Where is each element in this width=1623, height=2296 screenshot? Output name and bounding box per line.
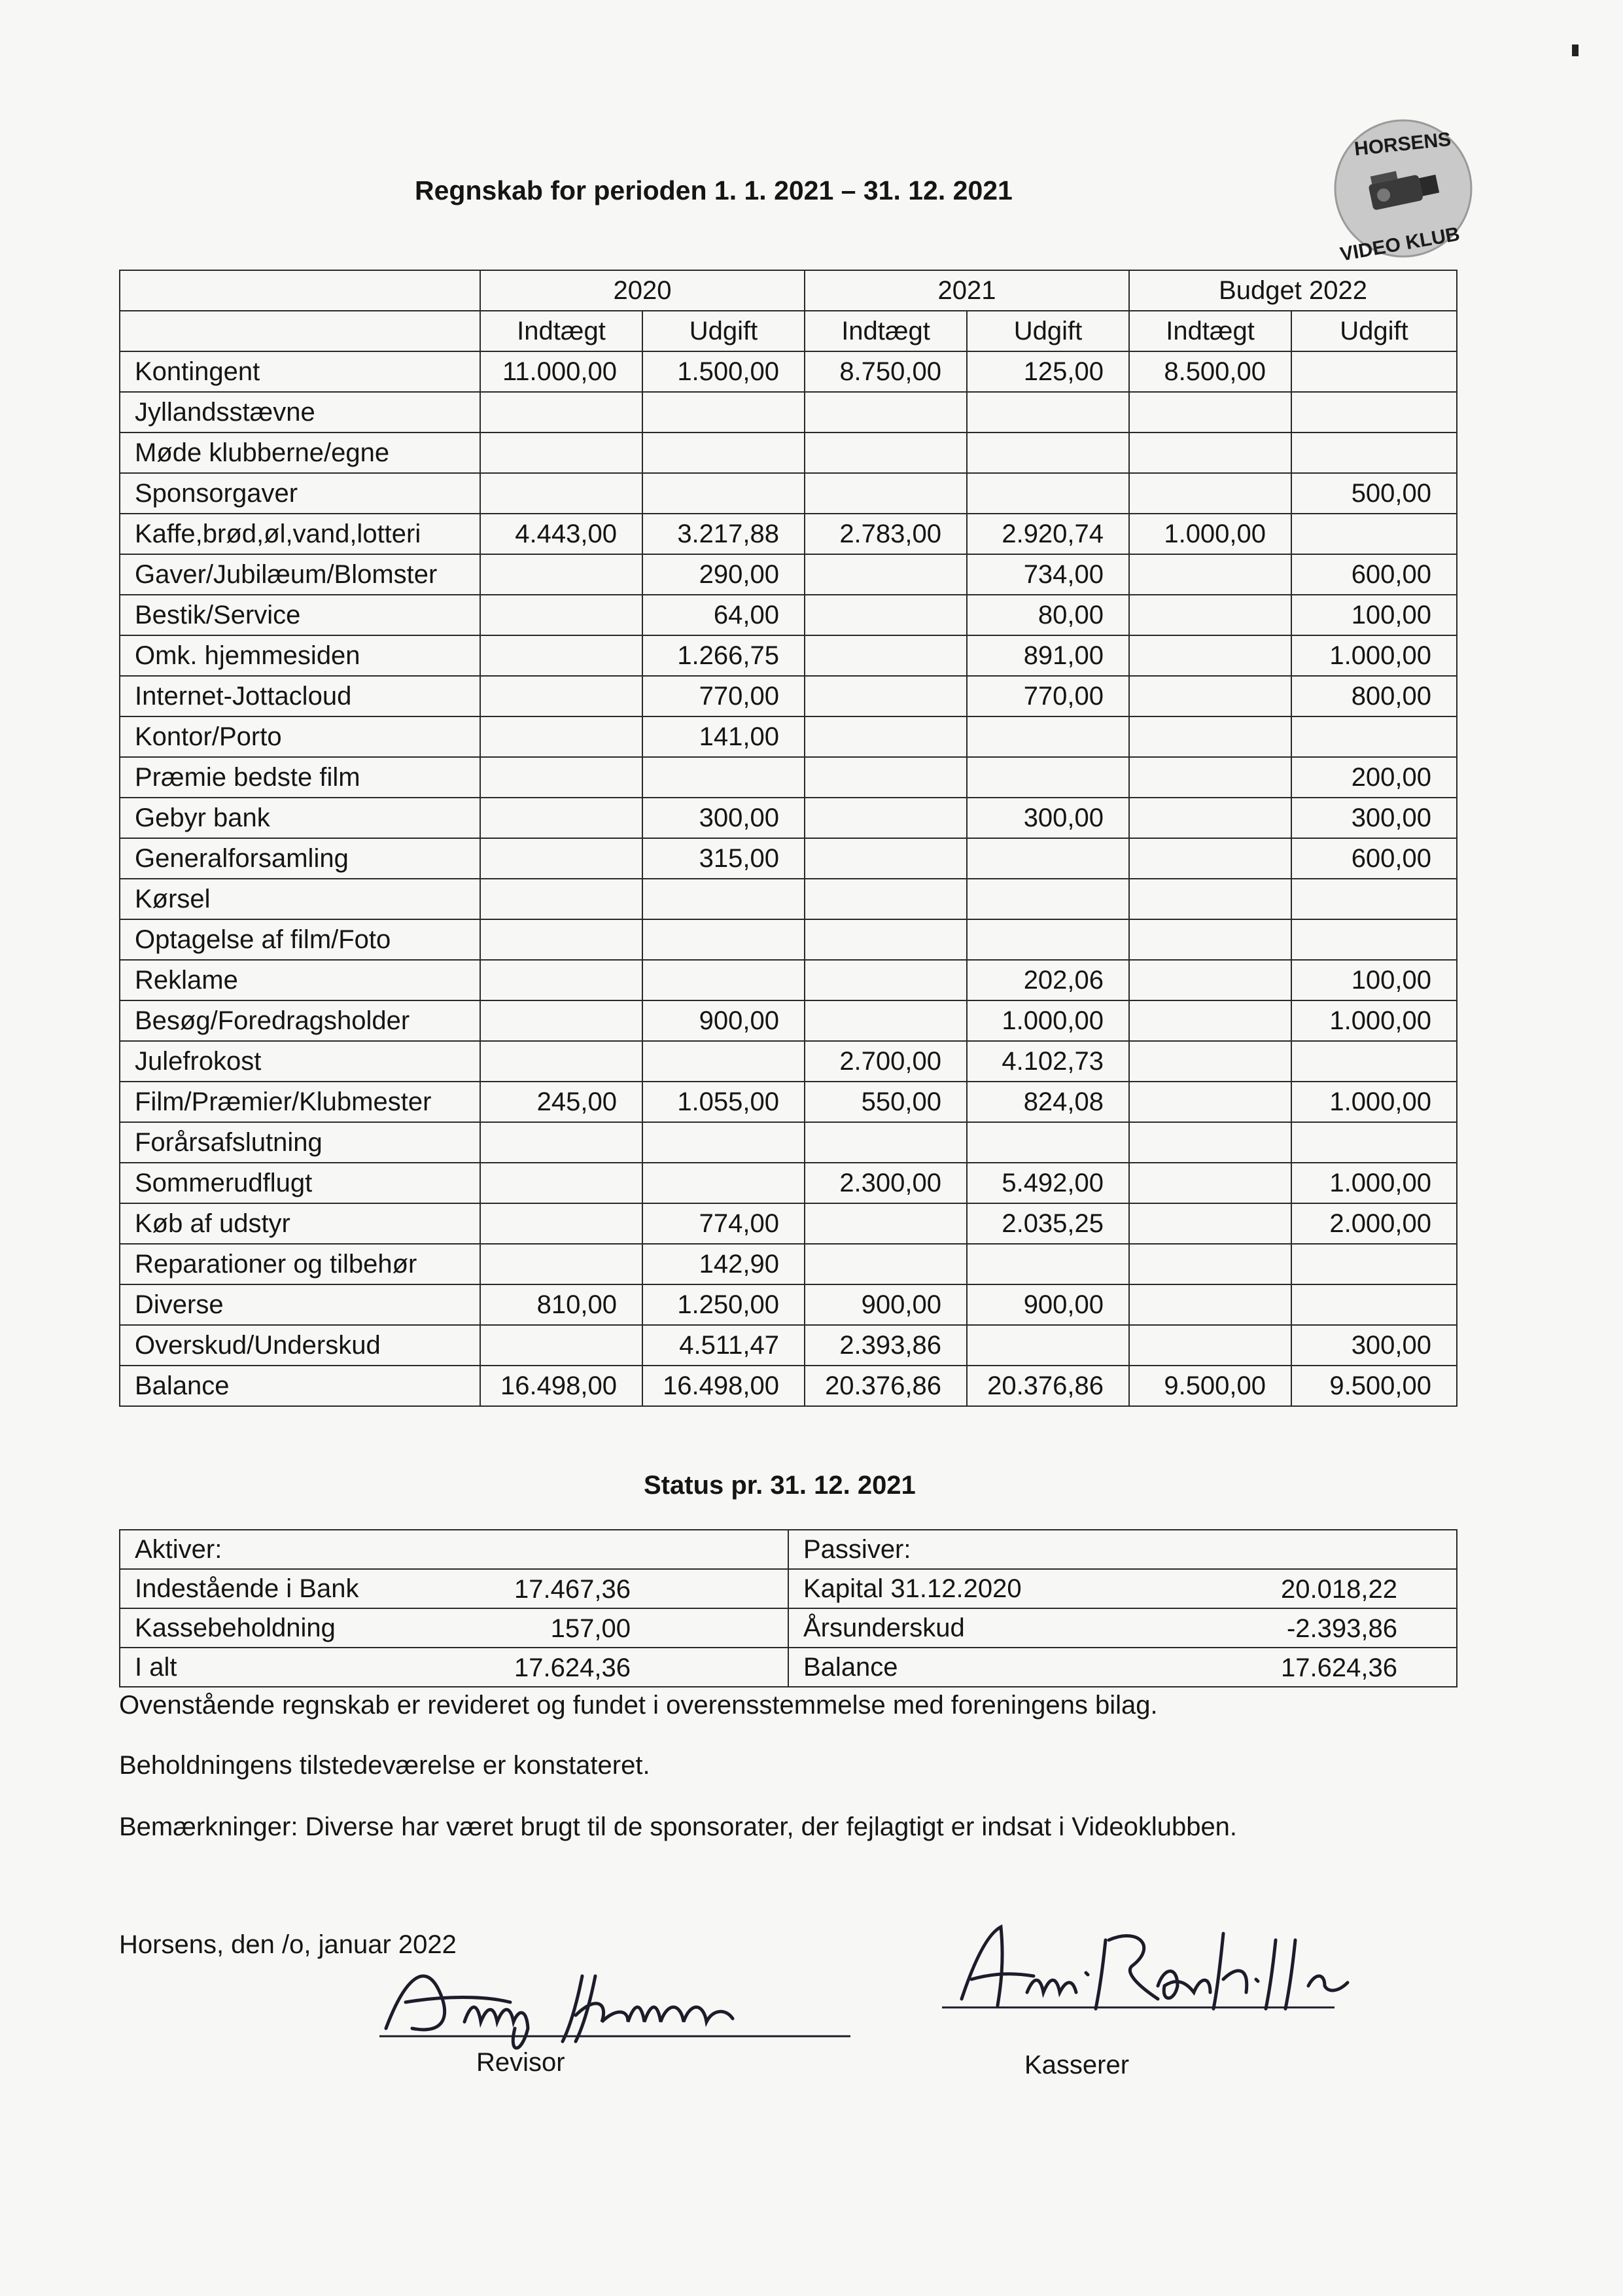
row-label: Præmie bedste film	[120, 757, 480, 798]
row-label: Reklame	[120, 960, 480, 1000]
liability-value: 20.018,22	[1281, 1575, 1397, 1604]
value-cell	[642, 433, 805, 473]
row-label: Generalforsamling	[120, 838, 480, 879]
table-row	[120, 1244, 1457, 1284]
value-cell	[805, 676, 967, 716]
value-cell: 2.783,00	[805, 514, 967, 554]
value-cell	[1129, 1284, 1291, 1325]
value-cell: 202,06	[967, 960, 1129, 1000]
liability-label: Årsunderskud	[803, 1613, 965, 1642]
value-cell	[642, 960, 805, 1000]
row-label: Kontor/Porto	[120, 716, 480, 757]
row-label: Film/Præmier/Klubmester	[120, 1082, 480, 1122]
value-cell	[642, 919, 805, 960]
status-row	[120, 1608, 1457, 1648]
column-header: Indtægt	[805, 311, 967, 351]
group-header: Budget 2022	[1129, 270, 1457, 311]
value-cell: 600,00	[1291, 554, 1457, 595]
row-label: Jyllandsstævne	[120, 392, 480, 433]
table-row	[120, 716, 1457, 757]
value-cell: 3.217,88	[642, 514, 805, 554]
value-cell	[805, 838, 967, 879]
value-cell: 16.498,00	[480, 1366, 642, 1406]
value-cell: 1.000,00	[1291, 1000, 1457, 1041]
value-cell	[805, 960, 967, 1000]
table-row	[120, 798, 1457, 838]
value-cell	[480, 392, 642, 433]
value-cell	[1129, 1244, 1291, 1284]
value-cell	[967, 392, 1129, 433]
value-cell: 1.055,00	[642, 1082, 805, 1122]
value-cell: 290,00	[642, 554, 805, 595]
liability-value: -2.393,86	[1286, 1614, 1397, 1643]
kasserer-label: Kasserer	[1024, 2051, 1130, 2079]
value-cell	[480, 1000, 642, 1041]
corner-cell	[120, 311, 480, 351]
value-cell: 300,00	[1291, 1325, 1457, 1366]
value-cell: 20.376,86	[805, 1366, 967, 1406]
table-row	[120, 1041, 1457, 1082]
value-cell	[1291, 1122, 1457, 1163]
row-label: Reparationer og tilbehør	[120, 1244, 480, 1284]
value-cell: 300,00	[642, 798, 805, 838]
value-cell	[805, 716, 967, 757]
revisor-label: Revisor	[476, 2048, 565, 2077]
value-cell: 100,00	[1291, 595, 1457, 635]
asset-value: 17.467,36	[514, 1575, 631, 1604]
asset-cell	[120, 1648, 788, 1687]
row-label: Køb af udstyr	[120, 1203, 480, 1244]
value-cell	[805, 595, 967, 635]
assets-header: Aktiver:	[120, 1530, 788, 1569]
value-cell: 11.000,00	[480, 351, 642, 392]
value-cell	[642, 1122, 805, 1163]
value-cell	[480, 1203, 642, 1244]
value-cell	[1291, 919, 1457, 960]
scan-mark	[1572, 44, 1579, 56]
value-cell: 9.500,00	[1291, 1366, 1457, 1406]
value-cell: 2.920,74	[967, 514, 1129, 554]
row-label: Omk. hjemmesiden	[120, 635, 480, 676]
value-cell: 100,00	[1291, 960, 1457, 1000]
value-cell	[1129, 635, 1291, 676]
value-cell: 1.000,00	[1291, 635, 1457, 676]
value-cell	[1291, 1284, 1457, 1325]
value-cell	[1129, 838, 1291, 879]
value-cell	[642, 1041, 805, 1082]
value-cell	[1291, 351, 1457, 392]
value-cell	[1129, 1041, 1291, 1082]
row-label: Forårsafslutning	[120, 1122, 480, 1163]
value-cell: 600,00	[1291, 838, 1457, 879]
row-label: Julefrokost	[120, 1041, 480, 1082]
liability-cell	[788, 1608, 1457, 1648]
value-cell: 900,00	[805, 1284, 967, 1325]
row-label: Overskud/Underskud	[120, 1325, 480, 1366]
value-cell: 300,00	[967, 798, 1129, 838]
asset-value: 157,00	[550, 1614, 631, 1643]
row-label: Gebyr bank	[120, 798, 480, 838]
value-cell: 1.000,00	[967, 1000, 1129, 1041]
row-label: Optagelse af film/Foto	[120, 919, 480, 960]
value-cell	[967, 838, 1129, 879]
value-cell	[805, 757, 967, 798]
table-row	[120, 919, 1457, 960]
table-row	[120, 1082, 1457, 1122]
value-cell	[1129, 1082, 1291, 1122]
value-cell	[805, 473, 967, 514]
value-cell	[805, 798, 967, 838]
value-cell: 16.498,00	[642, 1366, 805, 1406]
row-label: Møde klubberne/egne	[120, 433, 480, 473]
table-row	[120, 1163, 1457, 1203]
table-row	[120, 838, 1457, 879]
value-cell	[1291, 879, 1457, 919]
value-cell	[480, 554, 642, 595]
value-cell	[1291, 392, 1457, 433]
value-cell: 2.300,00	[805, 1163, 967, 1203]
table-row	[120, 1203, 1457, 1244]
table-row	[120, 1325, 1457, 1366]
value-cell: 810,00	[480, 1284, 642, 1325]
value-cell: 8.500,00	[1129, 351, 1291, 392]
value-cell	[1129, 879, 1291, 919]
value-cell	[967, 433, 1129, 473]
logo-top-text: HORSENS	[1353, 128, 1452, 160]
table-row	[120, 392, 1457, 433]
value-cell: 2.393,86	[805, 1325, 967, 1366]
asset-label: Indestående i Bank	[135, 1574, 359, 1603]
table-row	[120, 595, 1457, 635]
value-cell: 141,00	[642, 716, 805, 757]
column-header: Indtægt	[1129, 311, 1291, 351]
column-header: Udgift	[642, 311, 805, 351]
value-cell	[480, 919, 642, 960]
value-cell	[967, 473, 1129, 514]
liability-value: 17.624,36	[1281, 1653, 1397, 1682]
value-cell	[1129, 676, 1291, 716]
value-cell: 142,90	[642, 1244, 805, 1284]
row-label: Kontingent	[120, 351, 480, 392]
value-cell	[480, 1041, 642, 1082]
value-cell: 5.492,00	[967, 1163, 1129, 1203]
value-cell: 1.266,75	[642, 635, 805, 676]
value-cell	[805, 1244, 967, 1284]
value-cell	[805, 635, 967, 676]
value-cell: 1.000,00	[1129, 514, 1291, 554]
table-row	[120, 351, 1457, 392]
value-cell	[1129, 595, 1291, 635]
table-row	[120, 879, 1457, 919]
revisor-signature	[366, 1950, 864, 2055]
row-label: Kaffe,brød,øl,vand,lotteri	[120, 514, 480, 554]
value-cell	[480, 716, 642, 757]
value-cell: 2.000,00	[1291, 1203, 1457, 1244]
asset-label: Kassebeholdning	[135, 1613, 336, 1642]
value-cell: 891,00	[967, 635, 1129, 676]
value-cell	[967, 919, 1129, 960]
row-label: Kørsel	[120, 879, 480, 919]
value-cell	[1129, 1000, 1291, 1041]
value-cell: 4.511,47	[642, 1325, 805, 1366]
table-row	[120, 514, 1457, 554]
value-cell: 1.000,00	[1291, 1082, 1457, 1122]
value-cell	[967, 1325, 1129, 1366]
value-cell	[967, 1244, 1129, 1284]
value-cell	[1129, 919, 1291, 960]
table-row	[120, 676, 1457, 716]
value-cell	[967, 879, 1129, 919]
value-cell	[642, 757, 805, 798]
kasserer-signature	[942, 1920, 1361, 2019]
value-cell	[480, 960, 642, 1000]
row-label: Sommerudflugt	[120, 1163, 480, 1203]
value-cell	[480, 838, 642, 879]
value-cell: 2.035,25	[967, 1203, 1129, 1244]
column-header: Indtægt	[480, 311, 642, 351]
status-title: Status pr. 31. 12. 2021	[644, 1471, 916, 1500]
table-row	[120, 1284, 1457, 1325]
row-label: Diverse	[120, 1284, 480, 1325]
value-cell	[805, 554, 967, 595]
value-cell	[1129, 554, 1291, 595]
asset-label: I alt	[135, 1652, 177, 1682]
value-cell	[805, 1000, 967, 1041]
value-cell: 200,00	[1291, 757, 1457, 798]
value-cell	[805, 1122, 967, 1163]
value-cell	[805, 392, 967, 433]
value-cell: 2.700,00	[805, 1041, 967, 1082]
value-cell: 550,00	[805, 1082, 967, 1122]
value-cell	[642, 392, 805, 433]
value-cell	[480, 1163, 642, 1203]
row-label: Gaver/Jubilæum/Blomster	[120, 554, 480, 595]
value-cell	[1129, 757, 1291, 798]
group-header: 2021	[805, 270, 1129, 311]
value-cell	[805, 919, 967, 960]
value-cell	[642, 879, 805, 919]
value-cell: 1.500,00	[642, 351, 805, 392]
liabilities-header: Passiver:	[788, 1530, 1457, 1569]
status-row	[120, 1648, 1457, 1687]
row-label: Balance	[120, 1366, 480, 1406]
value-cell	[967, 757, 1129, 798]
asset-value: 17.624,36	[514, 1653, 631, 1682]
club-logo	[1325, 111, 1482, 268]
value-cell: 824,08	[967, 1082, 1129, 1122]
value-cell: 9.500,00	[1129, 1366, 1291, 1406]
status-row	[120, 1569, 1457, 1608]
value-cell: 4.102,73	[967, 1041, 1129, 1082]
group-header: 2020	[480, 270, 805, 311]
asset-cell	[120, 1569, 788, 1608]
value-cell	[805, 879, 967, 919]
value-cell	[1129, 1203, 1291, 1244]
value-cell: 770,00	[642, 676, 805, 716]
value-cell	[480, 595, 642, 635]
value-cell	[967, 1122, 1129, 1163]
value-cell	[1129, 433, 1291, 473]
table-row	[120, 473, 1457, 514]
value-cell	[805, 433, 967, 473]
table-row	[120, 433, 1457, 473]
value-cell: 4.443,00	[480, 514, 642, 554]
value-cell	[1129, 1122, 1291, 1163]
status-table	[119, 1529, 1457, 1687]
value-cell: 900,00	[967, 1284, 1129, 1325]
value-cell	[1129, 1163, 1291, 1203]
value-cell	[1129, 473, 1291, 514]
accounts-table	[119, 270, 1457, 1407]
value-cell: 774,00	[642, 1203, 805, 1244]
value-cell	[1291, 433, 1457, 473]
value-cell: 245,00	[480, 1082, 642, 1122]
value-cell: 20.376,86	[967, 1366, 1129, 1406]
value-cell	[1129, 1325, 1291, 1366]
liability-label: Kapital 31.12.2020	[803, 1574, 1022, 1603]
liability-cell	[788, 1648, 1457, 1687]
value-cell: 80,00	[967, 595, 1129, 635]
value-cell: 1.250,00	[642, 1284, 805, 1325]
value-cell: 315,00	[642, 838, 805, 879]
value-cell: 500,00	[1291, 473, 1457, 514]
value-cell: 1.000,00	[1291, 1163, 1457, 1203]
liability-label: Balance	[803, 1652, 898, 1682]
column-header: Udgift	[1291, 311, 1457, 351]
value-cell	[480, 433, 642, 473]
corner-cell	[120, 270, 480, 311]
logo-bottom-text: VIDEO KLUB	[1338, 223, 1461, 266]
value-cell	[480, 473, 642, 514]
value-cell	[1129, 960, 1291, 1000]
table-row	[120, 757, 1457, 798]
asset-cell	[120, 1608, 788, 1648]
value-cell: 734,00	[967, 554, 1129, 595]
page-title: Regnskab for perioden 1. 1. 2021 – 31. 12. 2021	[415, 175, 1013, 205]
value-cell	[480, 757, 642, 798]
table-row	[120, 635, 1457, 676]
value-cell: 900,00	[642, 1000, 805, 1041]
table-row	[120, 1366, 1457, 1406]
value-cell	[1129, 798, 1291, 838]
value-cell: 770,00	[967, 676, 1129, 716]
column-header: Udgift	[967, 311, 1129, 351]
row-label: Bestik/Service	[120, 595, 480, 635]
value-cell	[1129, 716, 1291, 757]
holdings-statement: Beholdningens tilstedeværelse er konstateret.	[119, 1751, 650, 1780]
row-label: Sponsorgaver	[120, 473, 480, 514]
value-cell: 300,00	[1291, 798, 1457, 838]
value-cell	[642, 1163, 805, 1203]
table-row	[120, 1000, 1457, 1041]
value-cell	[1129, 392, 1291, 433]
value-cell	[1291, 1244, 1457, 1284]
audit-statement: Ovenstående regnskab er revideret og fundet i overensstemmelse med foreningens bilag.	[119, 1691, 1158, 1720]
value-cell	[480, 879, 642, 919]
value-cell: 125,00	[967, 351, 1129, 392]
table-row	[120, 960, 1457, 1000]
row-label: Besøg/Foredragsholder	[120, 1000, 480, 1041]
value-cell: 64,00	[642, 595, 805, 635]
value-cell	[1291, 716, 1457, 757]
value-cell	[642, 473, 805, 514]
row-label: Internet-Jottacloud	[120, 676, 480, 716]
value-cell	[480, 798, 642, 838]
value-cell	[480, 1325, 642, 1366]
liability-cell	[788, 1569, 1457, 1608]
table-row	[120, 554, 1457, 595]
value-cell	[480, 1244, 642, 1284]
value-cell: 800,00	[1291, 676, 1457, 716]
value-cell	[805, 1203, 967, 1244]
remarks: Bemærkninger: Diverse har været brugt til de sponsorater, der fejlagtigt er indsat i Videoklubben.	[119, 1812, 1238, 1841]
value-cell	[1291, 1041, 1457, 1082]
value-cell	[480, 635, 642, 676]
value-cell	[480, 676, 642, 716]
value-cell	[967, 716, 1129, 757]
value-cell	[480, 1122, 642, 1163]
value-cell	[1291, 514, 1457, 554]
table-row	[120, 1122, 1457, 1163]
value-cell: 8.750,00	[805, 351, 967, 392]
place-date: Horsens, den /o, januar 2022	[119, 1930, 457, 1959]
